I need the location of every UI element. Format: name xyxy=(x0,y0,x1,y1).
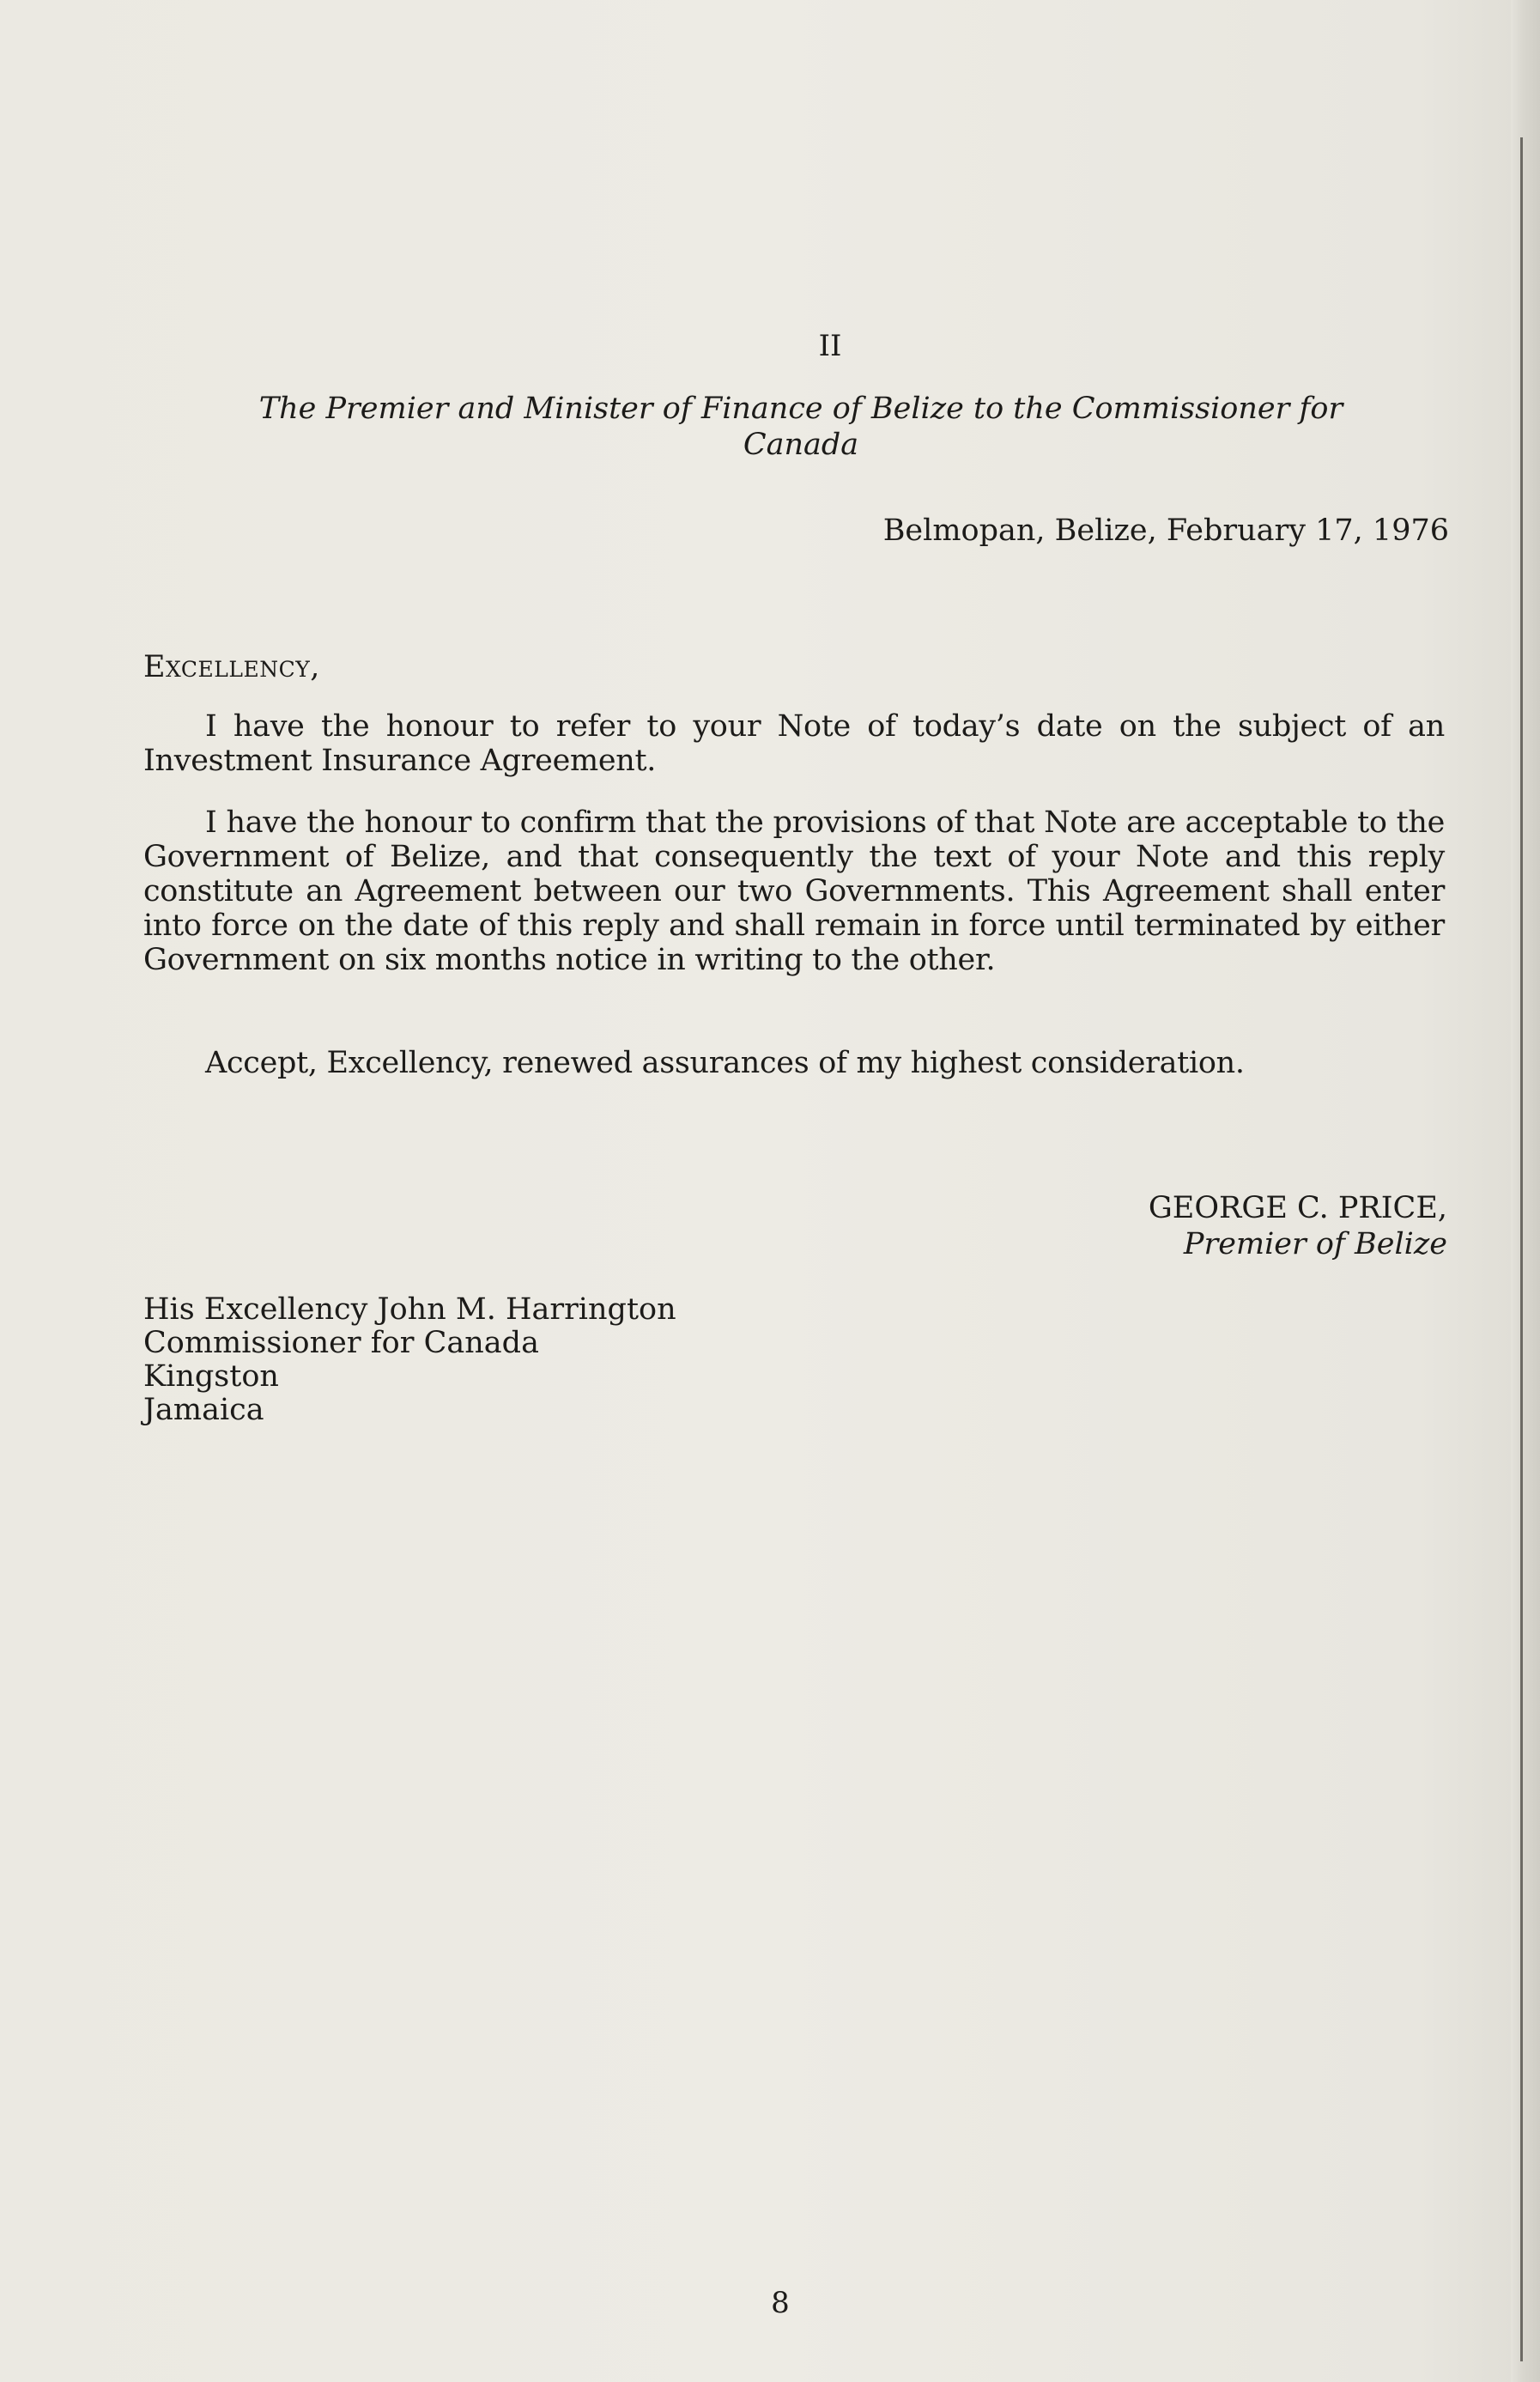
salutation: Excellency, xyxy=(143,650,320,684)
addressee-line-4: Jamaica xyxy=(143,1393,264,1427)
signature-block xyxy=(1149,1190,1447,1262)
page-number: 8 xyxy=(771,2286,790,2320)
paragraph-1: I have the honour to refer to your Note of today’s date on the subject of an Investment Insurance Agreement. xyxy=(143,709,1445,778)
section-number: II xyxy=(818,329,842,363)
binding-line xyxy=(1520,137,1523,2361)
signatory-name: GEORGE C. PRICE, xyxy=(1148,1191,1447,1225)
letter-heading xyxy=(197,391,1404,463)
signatory-title: Premier of Belize xyxy=(1183,1227,1447,1261)
addressee-line-2: Commissioner for Canada xyxy=(143,1326,539,1360)
paragraph-3: Accept, Excellency, renewed assurances of my highest consideration. xyxy=(205,1046,1245,1080)
dateline: Belmopan, Belize, February 17, 1976 xyxy=(882,513,1449,548)
addressee-block xyxy=(143,1293,676,1427)
heading-line-1: The Premier and Minister of Finance of Belize to the Commissioner for xyxy=(258,392,1343,426)
paragraph-2: I have the honour to confirm that the provisions of that Note are acceptable to the Government of Belize, and that consequently the text of your Note and this reply constitute an Agreement between our two Governments. This Agreement shall enter into force on the date of this reply and shall remain in force until terminated by either Government on six months notice in writing to the other. xyxy=(143,805,1445,977)
heading-line-2: Canada xyxy=(743,428,859,462)
addressee-line-3: Kingston xyxy=(143,1359,279,1394)
addressee-line-1: His Excellency John M. Harrington xyxy=(143,1292,676,1327)
